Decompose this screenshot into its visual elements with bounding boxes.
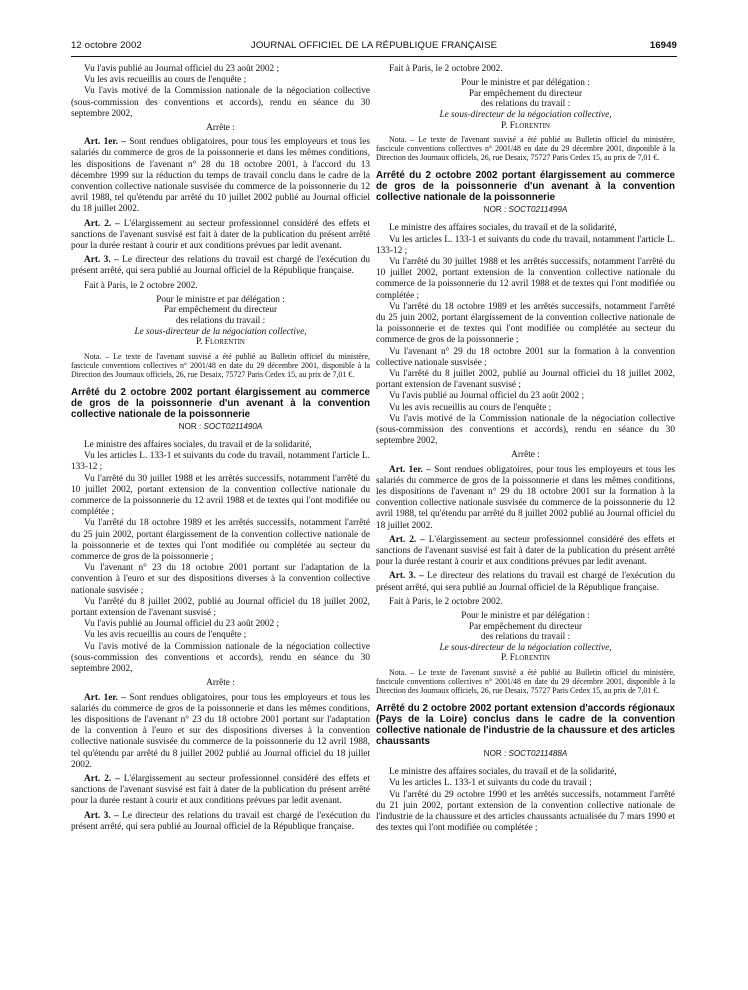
decree-heading: Arrêté du 2 octobre 2002 portant extension d'accords régionaux (Pays de la Loire) conclus dans le cadre de la convention collective nationale de l'industrie de la chaussure et des articles chaussants xyxy=(376,703,675,748)
article-label: Art. 2. – xyxy=(84,773,120,784)
header-date: 12 octobre 2002 xyxy=(71,40,142,51)
article-text: L'élargissement au secteur professionnel considéré des effets et sanctions de l'avenant susvisé est fait à dater de la publication du présent arrêté pour la durée restant à courir et aux conditions prévues par ledit avenant. xyxy=(71,773,370,807)
signature-title: Le sous-directeur de la négociation collective, xyxy=(439,109,612,120)
nor-label: NOR : xyxy=(178,421,202,431)
nor-code: SOCT0211488A xyxy=(508,749,568,759)
visa: Vu les articles L. 133-1 et suivants du code du travail ; xyxy=(389,778,592,789)
article xyxy=(71,811,370,833)
visa: Vu l'arrêté du 8 juillet 2002, publié au Journal officiel du 18 juillet 2002, portant extension de l'avenant susvisé ; xyxy=(376,369,675,391)
visa: Vu l'arrêté du 8 juillet 2002, publié au Journal officiel du 18 juillet 2002, portant extension de l'avenant susvisé ; xyxy=(71,596,370,619)
signature-line: Pour le ministre et par délégation : xyxy=(461,611,590,622)
nor-reference xyxy=(71,421,370,432)
nota-note: Nota. – Le texte de l'avenant susvisé a été publié au Bulletin officiel du ministère, fascicule conventions collectives n° 2001/48 en date du 29 décembre 2001, disponible à la Direction des Journaux officiels, 26, rue Desaix, 75727 Paris Cedex 15, au prix de 7,01 €. xyxy=(71,351,370,379)
decree-heading: Arrêté du 2 octobre 2002 portant élargissement au commerce de gros de la poissonnerie d'un avenant à la convention collective nationale de la poissonnerie xyxy=(71,386,370,420)
nor-reference xyxy=(376,748,675,759)
signatory-name: P. Florentin xyxy=(501,120,550,131)
header-page-number: 16949 xyxy=(649,40,677,51)
article xyxy=(71,693,370,771)
article-text: Le directeur des relations du travail est chargé de l'exécution du présent arrêté, qui sera publié au Journal officiel de la République française. xyxy=(71,810,370,832)
article xyxy=(71,219,370,253)
visa: Vu l'avis publié au Journal officiel du 23 août 2002 ; xyxy=(84,619,280,630)
article-label: Art. 2. – xyxy=(389,534,425,545)
visa: Vu les articles L. 133-1 et suivants du code du travail, notamment l'article L. 133-12 ; xyxy=(376,234,675,256)
visa: Vu l'avenant n° 29 du 18 octobre 2001 sur la formation à la convention collective nationale susvisée ; xyxy=(376,346,675,368)
article-text: Le directeur des relations du travail est chargé de l'exécution du présent arrêté, qui sera publié au Journal officiel de la République française. xyxy=(71,255,370,277)
signature-block xyxy=(376,78,675,131)
article xyxy=(71,255,370,277)
visa: Vu l'avis publié au Journal officiel du 23 août 2002 ; xyxy=(389,391,585,402)
signature-line: Pour le ministre et par délégation : xyxy=(156,294,285,305)
signature-line: des relations du travail : xyxy=(480,99,571,110)
arrete-label: Arrête : xyxy=(511,450,540,461)
article-text: Sont rendues obligatoires, pour tous les employeurs et tous les salariés du commerce de gros de la poissonnerie et dans les mêmes conditions, les dispositions de l'avenant n° 29 du 18 octobre 2001 sur la formation à la convention collective nationale susvisée du commerce de la poissonnerie du 12 avril 1988, tel qu'étendu par arrêté du 8 juillet 2002 publié au Journal officiel du 18 juillet 2002. xyxy=(376,464,675,531)
fait-line: Fait à Paris, le 2 octobre 2002. xyxy=(389,64,503,74)
visa: Vu l'arrêté du 30 juillet 1988 et les arrêtés successifs, notamment l'arrêté du 10 juillet 2002, portant extension de la convention collective nationale du commerce de la poissonnerie du 12 avril 1988 et de textes qui l'ont modifiée ou complétée ; xyxy=(376,256,675,301)
visa: Le ministre des affaires sociales, du travail et de la solidarité, xyxy=(389,767,617,778)
fait-line: Fait à Paris, le 2 octobre 2002. xyxy=(84,280,198,291)
visa: Vu l'avis motivé de la Commission nationale de la négociation collective (sous-commission des conventions et accords), rendu en séance du 30 septembre 2002, xyxy=(376,413,675,447)
signature-line: Par empêchement du directeur xyxy=(468,621,583,632)
right-column xyxy=(376,64,675,834)
visa: Vu l'avis motivé de la Commission nationale de la négociation collective (sous-commission des conventions et accords), rendu en séance du 30 septembre 2002, xyxy=(71,86,370,119)
visa: Vu l'arrêté du 29 octobre 1990 et les arrêtés successifs, notamment l'arrêté du 21 juin 2002, portant extension de la convention collective nationale de l'industrie de la chaussure et des articles chaussants actualisée du 7 mars 1990 et des textes qui l'ont modifiée ou complétée ; xyxy=(376,789,675,834)
signature-block xyxy=(71,295,370,348)
header-title: JOURNAL OFFICIEL DE LA RÉPUBLIQUE FRANÇAISE xyxy=(250,40,498,51)
signature-title: Le sous-directeur de la négociation collective, xyxy=(134,326,307,337)
header-rule xyxy=(71,56,677,57)
visa: Vu les avis recueillis au cours de l'enquête ; xyxy=(84,630,247,641)
article-text: L'élargissement au secteur professionnel considéré des effets et sanctions de l'avenant susvisé est fait à dater de la publication du présent arrêté pour la durée restant à courir et aux conditions prévues par ledit avenant. xyxy=(376,534,675,568)
nor-label: NOR : xyxy=(483,749,507,759)
decree-heading: Arrêté du 2 octobre 2002 portant élargissement au commerce de gros de la poissonnerie d'un avenant à la convention collective nationale de la poissonnerie xyxy=(376,170,675,204)
visa: Le ministre des affaires sociales, du travail et de la solidarité, xyxy=(389,223,617,234)
signature-title: Le sous-directeur de la négociation collective, xyxy=(439,642,612,653)
visa: Vu l'arrêté du 30 juillet 1988 et les arrêtés successifs, notamment l'arrêté du 10 juillet 2002, portant extension de la convention collective nationale du commerce de la poissonnerie du 12 avril 1988 et de textes qui l'ont modifiée ou complétée ; xyxy=(71,473,370,518)
signature-line: Par empêchement du directeur xyxy=(163,305,278,316)
visa: Vu l'arrêté du 18 octobre 1989 et les arrêtés successifs, notamment l'arrêté du 25 juin 2002, portant élargissement de la convention collective nationale de la poissonnerie et de textes qui l'ont modifiée ou complétée au secteur du commerce de gros de la poissonnerie ; xyxy=(71,518,370,563)
left-column xyxy=(71,64,370,833)
article-label: Art. 3. – xyxy=(84,810,119,821)
signature-line: Par empêchement du directeur xyxy=(468,88,583,99)
signatory-name: P. Florentin xyxy=(501,653,550,664)
article-label: Art. 2. – xyxy=(84,218,120,229)
arrete-label: Arrête : xyxy=(206,123,235,134)
signatory-name: P. Florentin xyxy=(196,337,245,348)
nor-code: SOCT0211490A xyxy=(203,421,263,431)
article xyxy=(71,774,370,808)
signature-line: des relations du travail : xyxy=(175,316,266,327)
article-label: Art. 3. – xyxy=(84,255,119,266)
article-label: Art. 3. – xyxy=(389,571,424,582)
visa: Vu les avis recueillis au cours de l'enquête ; xyxy=(84,75,247,86)
article-text: Sont rendues obligatoires, pour tous les employeurs et tous les salariés du commerce de gros de la poissonnerie et dans les mêmes conditions, les dispositions de l'avenant n° 23 du 18 octobre 2001 portant sur l'adaptation de la convention à l'euro et sur des dispositions diverses à la convention collective nationale susvisée du commerce de la poissonnerie du 12 avril 1988, tel qu'étendu par arrêté du 8 juillet 2002 publié au Journal officiel du 18 juillet 2002. xyxy=(71,692,370,770)
article xyxy=(71,137,370,215)
article xyxy=(376,535,675,569)
visa: Vu l'avis publié au Journal officiel du 23 août 2002 ; xyxy=(84,64,280,74)
nota-note: Nota. – Le texte de l'avenant susvisé a été publié au Bulletin officiel du ministère, fascicule conventions collectives n° 2001/48 en date du 29 décembre 2001, disponible à la Direction des Journaux officiels, 26, rue Desaix, 75727 Paris Cedex 15, au prix de 7,01 €. xyxy=(376,668,675,696)
article xyxy=(376,571,675,593)
signature-line: Pour le ministre et par délégation : xyxy=(461,78,590,89)
fait-line: Fait à Paris, le 2 octobre 2002. xyxy=(389,596,503,607)
visa: Vu l'avis motivé de la Commission nationale de la négociation collective (sous-commission des conventions et accords), rendu en séance du 30 septembre 2002, xyxy=(71,641,370,675)
arrete-label: Arrête : xyxy=(206,678,235,689)
article-text: Le directeur des relations du travail est chargé de l'exécution du présent arrêté, qui sera publié au Journal officiel de la République française. xyxy=(376,571,675,593)
article-label: Art. 1er. – xyxy=(389,464,431,475)
article-label: Art. 1er. – xyxy=(84,137,126,148)
nor-code: SOCT0211499A xyxy=(508,205,568,215)
nor-label: NOR : xyxy=(483,205,507,215)
nor-reference xyxy=(376,204,675,215)
nota-note: Nota. – Le texte de l'avenant susvisé a été publié au Bulletin officiel du ministère, fascicule conventions collectives n° 2001/48 en date du 29 décembre 2001, disponible à la Direction des Journaux officiels, 26, rue Desaix, 75727 Paris Cedex 15, au prix de 7,01 €. xyxy=(376,135,675,163)
visa: Vu les articles L. 133-1 et suivants du code du travail, notamment l'article L. 133-12 ; xyxy=(71,451,370,473)
visa: Vu les avis recueillis au cours de l'enquête ; xyxy=(389,402,552,413)
article xyxy=(376,465,675,532)
visa: Vu l'avenant n° 23 du 18 octobre 2001 portant sur l'adaptation de la convention à l'euro et sur des dispositions diverses à la convention collective nationale susvisée ; xyxy=(71,563,370,596)
article-text: Sont rendues obligatoires, pour tous les employeurs et tous les salariés du commerce de gros de la poissonnerie et dans les mêmes conditions, les dispositions de l'avenant n° 28 du 18 octobre 2001, à l'accord du 13 décembre 1999 sur la réduction du temps de travail conclu dans le cadre de la convention collective nationale susvisée du commerce de la poissonnerie du 12 avril 1988, tel qu'étendu par arrêté du 10 juillet 2002 publié au Journal officiel du 18 juillet 2002. xyxy=(71,137,370,215)
article-text: L'élargissement au secteur professionnel considéré des effets et sanctions de l'avenant susvisé est fait à dater de la publication du présent arrêté pour la durée restant à courir et aux conditions prévues par ledit avenant. xyxy=(71,218,370,252)
running-header xyxy=(71,40,677,56)
signature-block xyxy=(376,611,675,664)
visa: Vu l'arrêté du 18 octobre 1989 et les arrêtés successifs, notamment l'arrêté du 25 juin 2002, portant élargissement de la convention collective nationale de la poissonnerie et de textes qui l'ont modifiée ou complétée au secteur du commerce de gros de la poissonnerie ; xyxy=(376,301,675,346)
signature-line: des relations du travail : xyxy=(480,632,571,643)
article-label: Art. 1er. – xyxy=(84,692,126,703)
visa: Le ministre des affaires sociales, du travail et de la solidarité, xyxy=(84,440,312,451)
